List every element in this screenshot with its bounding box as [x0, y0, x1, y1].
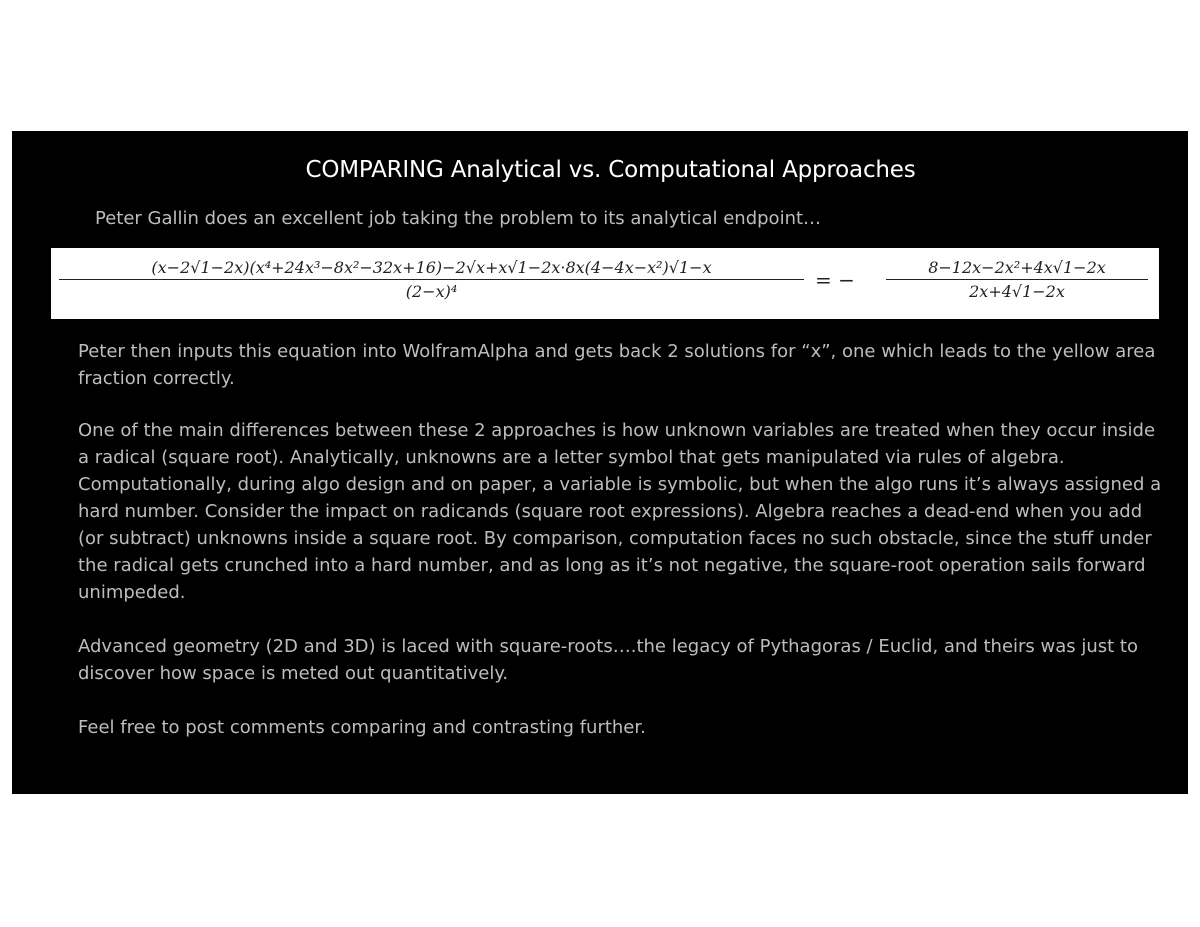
paragraph-comments: Feel free to post comments comparing and contrasting further. — [78, 717, 646, 738]
paragraph-differences: One of the main differences between these 2 approaches is how unknown variables are treated when they occur inside a radical (square root). Analytically, unknowns are a letter symbol that gets manipulated via rules of algebra. Computationally, during algo design and on paper, a variable is symbolic, but when the algo runs it’s always assigned a hard number. Consider the impact on radicands (square root expressions). Algebra reaches a dead-end when you add (or subtract) unknowns inside a square root. By comparison, computation faces no such obstacle, since the stuff under the radical gets crunched into a hard number, and as long as it’s not negative, the square-root operation sails forward unimpeded. — [78, 420, 1162, 603]
slide-title: COMPARING Analytical vs. Computational Approaches — [305, 157, 916, 183]
paragraph-wolframalpha: Peter then inputs this equation into WolframAlpha and gets back 2 solutions for “x”, one which leads to the yellow area fraction correctly. — [78, 341, 1156, 389]
equation-relation: = − — [815, 268, 855, 292]
slide — [12, 131, 1188, 794]
equation-right-numerator: 8−12x−2x²+4x√1−2x — [928, 258, 1106, 277]
equation-left-fraction — [59, 258, 804, 301]
equation-left-denominator: (2−x)⁴ — [405, 282, 458, 301]
intro-text: Peter Gallin does an excellent job taking the problem to its analytical endpoint… — [95, 208, 822, 229]
paragraph-geometry: Advanced geometry (2D and 3D) is laced with square-roots….the legacy of Pythagoras / Euclid, and theirs was just to discover how space is meted out quantitatively. — [78, 636, 1139, 684]
equation-right-denominator: 2x+4√1−2x — [969, 282, 1065, 301]
equation-left-numerator: (x−2√1−2x)(x⁴+24x³−8x²−32x+16)−2√x+x√1−2x·8x(4−4x−x²)√1−x — [151, 258, 712, 277]
equation-image — [51, 248, 1159, 319]
equation-right-fraction — [886, 258, 1148, 301]
